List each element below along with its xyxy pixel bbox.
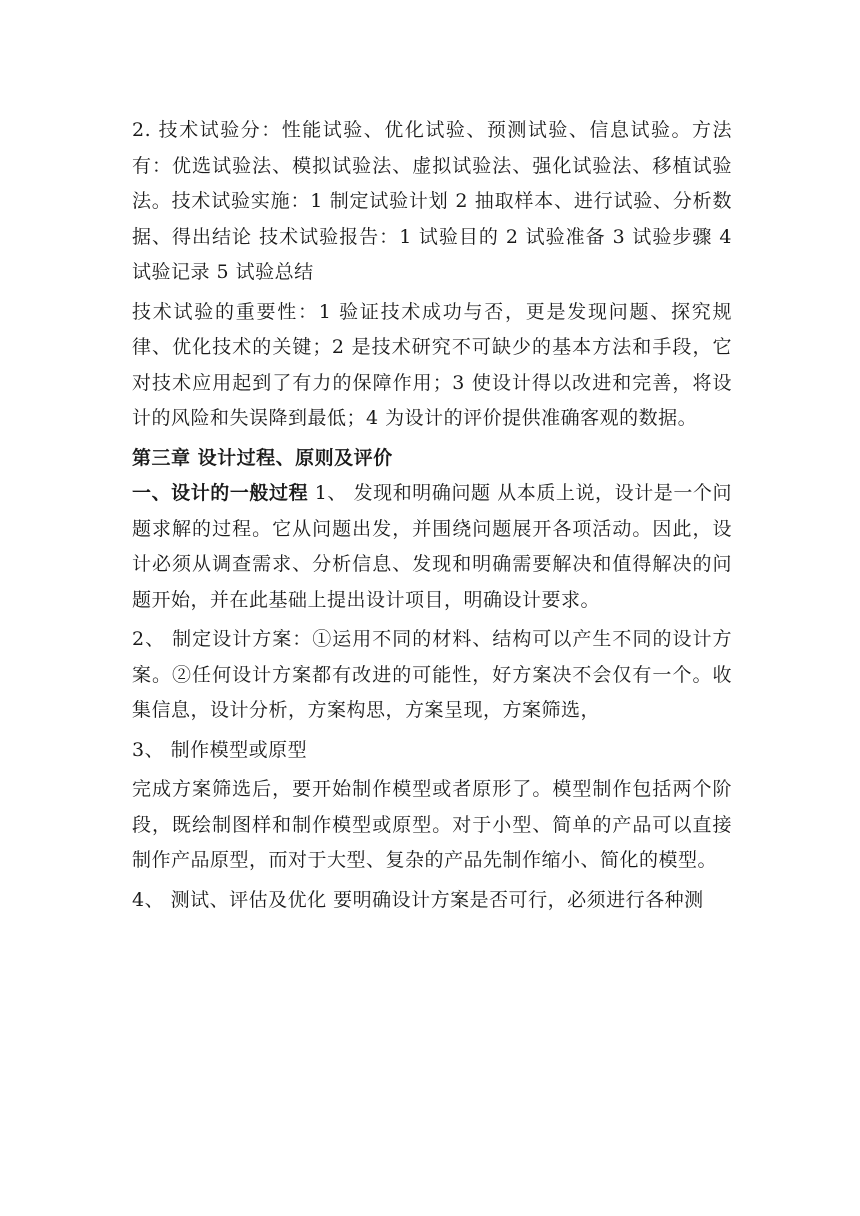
paragraph-design-plan: 2、 制定设计方案：①运用不同的材料、结构可以产生不同的设计方案。②任何设计方案都有改进的可能性，好方案决不会仅有一个。收集信息，设计分析，方案构思，方案呈现，方案筛选，	[132, 628, 732, 721]
section-body: 1、 发现和明确问题 从本质上说，设计是一个问题求解的过程。它从问题出发，并围绕问题展开各项活动。因此，设计必须从调查需求、分析信息、发现和明确需要解决和值得解决的问题开始，并在此基础上提出设计项目，明确设计要求。	[132, 482, 732, 611]
chapter-title: 第三章 设计过程、原则及评价	[132, 446, 393, 469]
paragraph-model-heading: 3、 制作模型或原型	[132, 738, 308, 761]
paragraph-technical-test-importance: 技术试验的重要性：1 验证技术成功与否，更是发现问题、探究规律、优化技术的关键；2 是技术研究不可缺少的基本方法和手段，它对技术应用起到了有力的保障作用；3 使设计得以改进和完善，将设计的风险和失误降到最低；4 为设计的评价提供准确客观的数据。	[132, 300, 732, 429]
section-heading: 一、设计的一般过程	[132, 482, 309, 504]
paragraph-technical-test-types: 2. 技术试验分：性能试验、优化试验、预测试验、信息试验。方法有：优选试验法、模拟试验法、虚拟试验法、强化试验法、移植试验法。技术试验实施：1 制定试验计划 2 抽取样本、进行试验、分析数据、得出结论 技术试验报告：1 试验目的 2 试验准备 3 试验步骤 4 试验记录 5 试验总结	[132, 119, 732, 283]
paragraph-general-design-process	[132, 476, 732, 618]
paragraph-model-body: 完成方案筛选后，要开始制作模型或者原形了。模型制作包括两个阶段，既绘制图样和制作模型或原型。对于小型、简单的产品可以直接制作产品原型，而对于大型、复杂的产品先制作缩小、简化的模型。	[132, 778, 732, 871]
document-page	[132, 113, 732, 918]
paragraph-testing: 4、 测试、评估及优化 要明确设计方案是否可行，必须进行各种测	[132, 888, 704, 911]
